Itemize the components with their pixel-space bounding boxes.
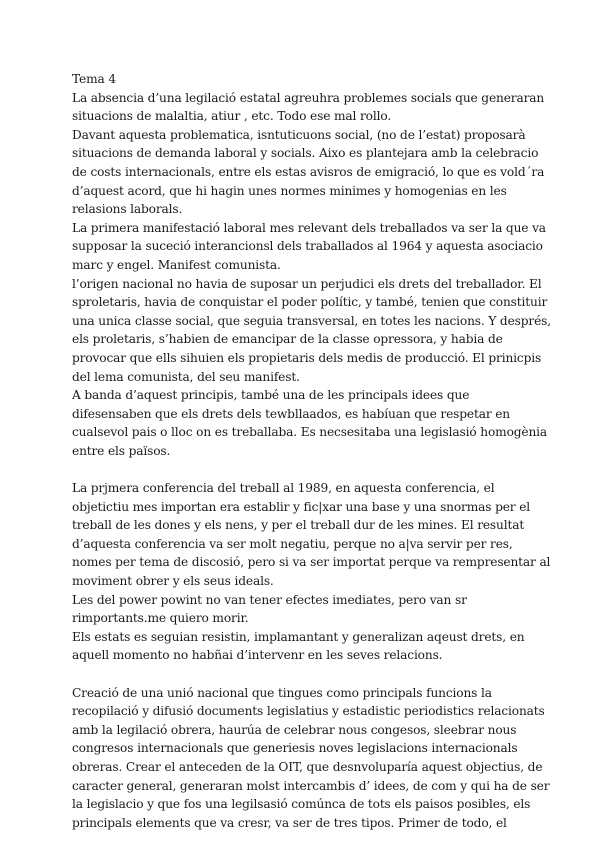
text-line: La prjmera conferencia del treball al 1989, en aquesta conferencia, el [72,481,495,496]
text-line: entre els països. [72,443,171,458]
text-line: d’aquest acord, que hi hagin unes normes minimes y homogenias en les [72,183,507,198]
text-line: una unica classe social, que seguia transversal, en totes les nacions. Y després, [72,313,551,328]
text-line: sproletaris, havia de conquistar el poder polític, y també, tenien que constituir [72,295,548,310]
text-line: Creació de una unió nacional que tingues como principals funcions la [72,685,492,700]
text-line: recopilació y difusió documents legislatius y estadistic periodistics relacionats [72,704,545,719]
text-line: Davant aquesta problematica, isntuticuons social, (no de l’estat) proposarà [72,127,526,142]
text-line: principals elements que va cresr, va ser de tres tipos. Primer de todo, el [72,815,507,830]
blank-line [72,665,524,684]
text-line: Els estats es seguian resistin, implamantant y generalizan aqeust drets, en [72,629,525,644]
text-line: d’aquesta conferencia va ser molt negatiu, perque no a|va servir per res, [72,536,513,551]
text-line: situacions de malaltia, atiur , etc. Todo ese mal rollo. [72,109,392,124]
text-line: treball de les dones y els nens, y per el treball dur de les mines. El resultat [72,518,525,533]
text-line: relasions laborals. [72,202,183,217]
text-line: La primera manifestació laboral mes relevant dels treballados va ser la que va [72,220,546,235]
text-line: supposar la suceció interancionsl dels traballados al 1964 y aquesta asociacio [72,239,543,254]
text-line: obreras. Crear el anteceden de la OIT, que desnvoluparía aquest objectius, de [72,759,543,774]
text-line: rimportants.me quiero morir. [72,611,249,626]
text-line: Tema 4 [72,72,116,86]
text-line: de costs internacionals, entre els estas avisros de emigració, lo que es vold´ra [72,164,545,179]
text-line: provocar que ells sihuien els propietaris dels medis de producció. El prinicpis [72,350,542,365]
text-line: A banda d’aquest principis, també una de les principals idees que [72,388,470,403]
text-line: congresos internacionals que generiesis noves legislacions internacionals [72,741,518,756]
text-line: caracter general, generaran molst intercambis d’ idees, de com y qui ha de ser [72,778,550,793]
text-line: cualsevol pais o lloc on es treballaba. Es necsesitaba una legislasió homogènia [72,425,548,440]
text-line: difesensaben que els drets dels tewbllaados, es habíuan que respetar en [72,406,511,421]
text-line: aquell momento no habñai d’intervenr en les seves relacions. [72,648,443,663]
text-line: l’origen nacional no havia de suposar un perjudici els drets del treballador. El [72,276,542,291]
text-line: nomes per tema de discosió, pero si va ser importat perque va rempresentar al [72,555,551,570]
text-line: amb la legilació obrera, haurúa de celebrar nous congesos, sleebrar nous [72,722,517,737]
blank-line [72,460,524,479]
text-line: del lema comunista, del seu manifest. [72,369,300,384]
text-line: Les del power powint no van tener efectes imediates, pero van sr [72,592,467,607]
text-line: marc y engel. Manifest comunista. [72,257,281,272]
text-line: la legislacio y que fos una legilsasió comúnca de tots els paisos posibles, els [72,797,531,812]
text-line: els proletaris, s’habien de emancipar de la classe opressora, y habia de [72,332,503,347]
text-line: objetictiu mes importan era establir y fic|xar una base y una snormas per el [72,499,531,514]
text-line: situacions de demanda laboral y socials. Aixo es plantejara amb la celebracio [72,146,539,161]
text-line: moviment obrer y els seus ideals. [72,574,274,589]
text-line: La absencia d’una legilació estatal agreuhra problemes socials que generaran [72,90,545,105]
